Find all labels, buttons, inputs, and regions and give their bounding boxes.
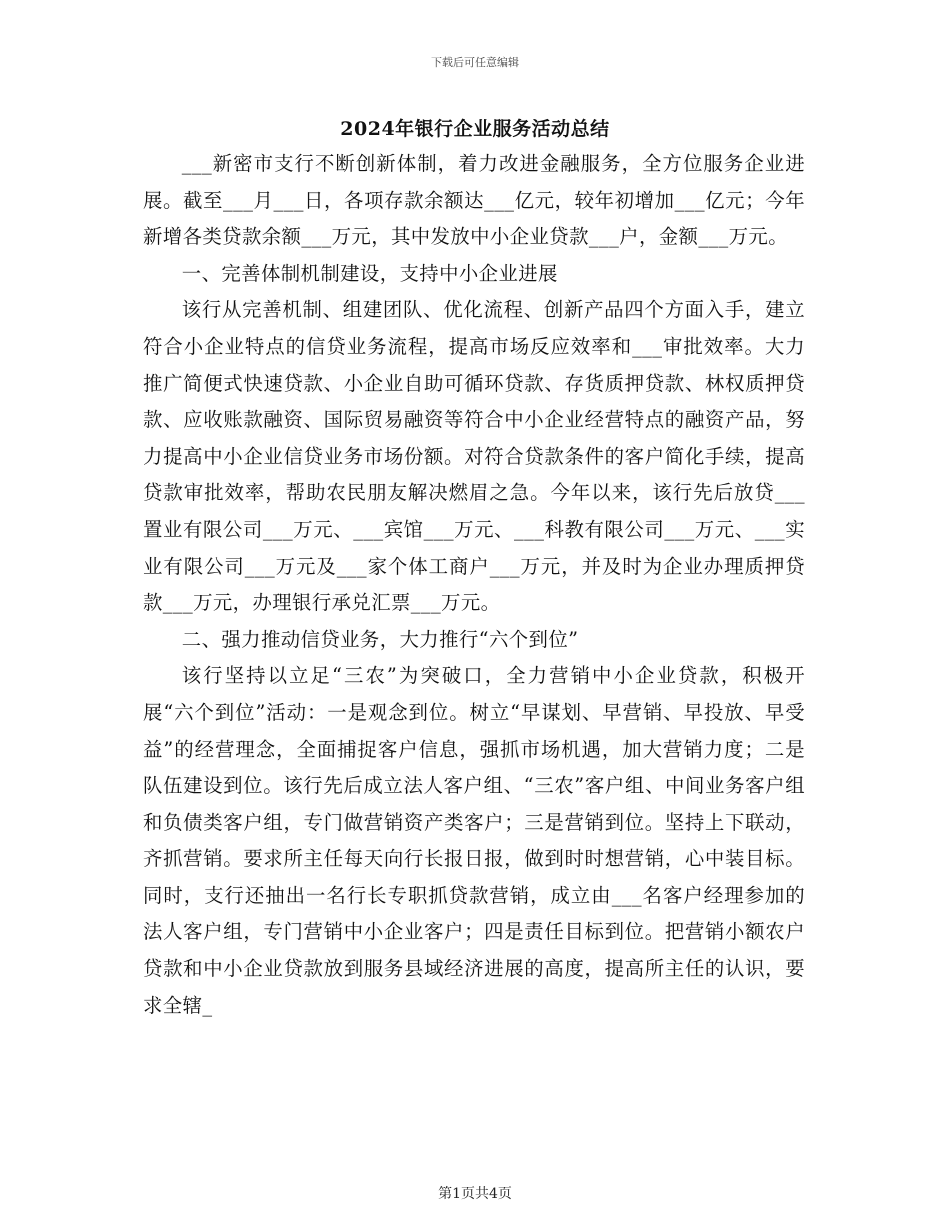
intro-paragraph: ___新密市支行不断创新体制，着力改进金融服务，全方位服务企业进展。截至___月___日，各项存款余额达___亿元，较年初增加___亿元；今年新增各类贷款余额___万元，其中发放中小企业贷款___户，金额___万元。 (143, 152, 805, 249)
section-1-paragraph: 该行从完善机制、组建团队、优化流程、创新产品四个方面入手，建立符合小企业特点的信贷业务流程，提高市场反应效率和___审批效率。大力推广简便式快速贷款、小企业自助可循环贷款、存货质押贷款、林权质押贷款、应收账款融资、国际贸易融资等符合中小企业经营特点的融资产品，努力提高中小企业信贷业务市场份额。对符合贷款条件的客户简化手续，提高贷款审批效率，帮助农民朋友解决燃眉之急。今年以来，该行先后放贷___置业有限公司___万元、___宾馆___万元、___科教有限公司___万元、___实业有限公司___万元及___家个体工商户___万元，并及时为企业办理质押贷款___万元，办理银行承兑汇票___万元。 (143, 298, 805, 615)
section-2-paragraph: 该行坚持以立足“三农”为突破口，全力营销中小企业贷款，积极开展“六个到位”活动：一是观念到位。树立“早谋划、早营销、早投放、早受益”的经营理念，全面捕捉客户信息，强抓市场机遇，加大营销力度；二是队伍建设到位。该行先后成立法人客户组、“三农”客户组、中间业务客户组和负债类客户组，专门做营销资产类客户；三是营销到位。坚持上下联动，齐抓营销。要求所主任每天向行长报日报，做到时时想营销，心中装目标。同时，支行还抽出一名行长专职抓贷款营销，成立由___名客户经理参加的法人客户组，专门营销中小企业客户；四是责任目标到位。把营销小额农户贷款和中小企业贷款放到服务县域经济进展的高度，提高所主任的认识，要求全辖_ (143, 664, 805, 1017)
document-title: 2024年银行企业服务活动总结 (340, 118, 610, 140)
page-footer: 第1页共4页 (438, 1186, 512, 1202)
section-heading-2: 二、强力推动信贷业务，大力推行“六个到位” (181, 627, 579, 651)
section-heading-1: 一、完善体制机制建设，支持中小企业进展 (181, 261, 558, 285)
document-body (143, 146, 805, 1024)
header-note: 下载后可任意编辑 (431, 56, 519, 69)
